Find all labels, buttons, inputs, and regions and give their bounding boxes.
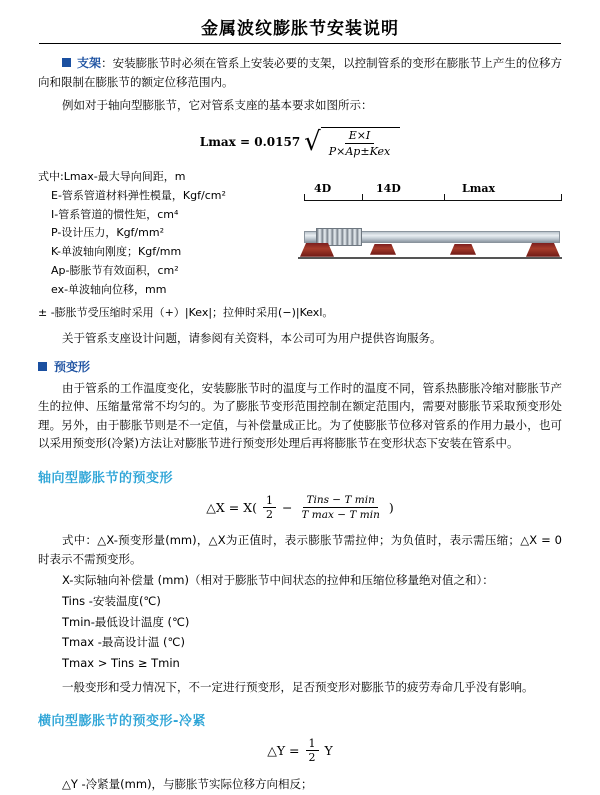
formula-axial-rparen: ) xyxy=(388,500,394,516)
section-axial-item-4: Tmax -最高设计温 (℃) xyxy=(62,635,185,650)
dimension-tick-icon xyxy=(362,194,363,200)
section-axial-explain: 式中：△X-预变形量(mm)，△X为正值时，表示膨胀节需拉伸；为负值时，表示需压缩；△X = 0时表示不需预变形。 xyxy=(38,533,562,566)
formula-axial-half-num: 1 xyxy=(263,494,276,508)
formula-axial-predeform xyxy=(38,494,562,521)
figure-label-lmax: Lmax xyxy=(462,181,496,195)
formula-lmax-denominator: P×Ap±Kex xyxy=(328,144,391,158)
section-lateral-explain: △Y -冷紧量(mm)，与膨胀节实际位移方向相反； xyxy=(62,777,313,792)
dimension-tick-icon xyxy=(304,194,305,200)
legend-line-8: ± -膨胀节受压缩时采用（+）|Kex|；拉伸时采用(−)|Kexl。 xyxy=(38,306,334,320)
formula-lateral-coldpull xyxy=(38,737,562,764)
figure-dimension-labels xyxy=(304,182,562,198)
formula-lmax-lhs: Lmax = 0.0157 xyxy=(199,135,301,150)
formula-axial-lhs: △X = X( xyxy=(206,500,257,516)
section-support-paragraph-2: 例如对于轴向型膨胀节，它对管系支座的基本要求如图所示： xyxy=(62,98,373,113)
formula-axial-half-den: 2 xyxy=(265,508,273,522)
document-content xyxy=(0,54,600,795)
subheading-lateral-predeform: 横向型膨胀节的预变形-冷紧 xyxy=(38,714,206,730)
formula-lateral-half xyxy=(306,737,319,764)
formula-lateral-lhs: △Y = xyxy=(267,743,300,759)
pipe-support-icon xyxy=(370,244,396,255)
legend-line-3: I-管系管道的惯性矩，cm⁴ xyxy=(51,207,179,221)
legend-line-5: K-单波轴向刚度；Kgf/mm xyxy=(51,245,182,259)
ground-line xyxy=(298,257,562,259)
subheading-axial-predeform: 轴向型膨胀节的预变形 xyxy=(38,471,174,487)
document-page xyxy=(0,14,600,792)
formula-lateral-half-num: 1 xyxy=(306,737,319,751)
section-predeform-heading xyxy=(38,358,562,375)
legend-line-7: ex-单波轴向位移，mm xyxy=(51,283,167,297)
section-predeform-paragraph: 由于管系的工作温度变化，安装膨胀节时的温度与工作时的温度不同，管系热膨胀冷缩对膨胀节产生的拉伸、压缩量常常不均匀的。为了膨胀节变形范围控制在额定范围内，需要对膨胀节采取预变形处理。另外，由于膨胀节则是不一定值，与补偿量成正比。为了使膨胀节位移对管系的作用力最小，也可以采用预变形(冷紧)方法让对膨胀节进行预变形处理后再将膨胀节在变形状态下安装在管系中。 xyxy=(38,380,562,451)
formula-lateral-half-den: 2 xyxy=(308,751,316,765)
pipe-assembly-illustration xyxy=(298,215,562,271)
legend-line-2: E-管系管道材料弹性模量，Kgf/cm² xyxy=(51,188,226,202)
title-divider xyxy=(39,43,561,44)
formula-axial-temp-fraction xyxy=(298,494,382,521)
dimension-tick-icon xyxy=(444,194,445,200)
formula-axial-frac-num: Tins − T min xyxy=(303,494,377,508)
figure-dimension-line xyxy=(304,200,562,201)
section-axial-item-2: Tins -安装温度(℃) xyxy=(62,594,161,608)
pipe-support-icon xyxy=(526,243,560,257)
formula-axial-frac-den: T max − T min xyxy=(301,509,380,522)
section-predeform-label: 预变形 xyxy=(54,359,91,374)
section-axial-item-3: Tmin-最低设计温度 (℃) xyxy=(62,614,190,629)
legend-line-6: Ap-膨胀节有效面积，cm² xyxy=(51,264,179,278)
legend-line-1: 式中:Lmax-最大导向间距，m xyxy=(38,169,186,183)
section-axial-item-5: Tmax > Tins ≥ Tmin xyxy=(62,656,180,671)
formula-lateral-rhs: Y xyxy=(324,743,333,759)
section-support-text-1: 安装膨胀节时必须在管系上安装必要的支架，以控制管系的变形在膨胀节上产生的位移方向和限制在膨胀节的额定位移范围内。 xyxy=(38,56,562,90)
blue-square-bullet-icon xyxy=(62,58,71,67)
legend-line-4: P-设计压力，Kgf/mm² xyxy=(51,226,164,240)
formula-lmax-sqrt xyxy=(304,127,400,158)
page-title: 金属波纹膨胀节安装说明 xyxy=(201,19,399,39)
formula-lmax xyxy=(38,127,562,158)
formula-lmax-numerator: E×I xyxy=(345,129,375,144)
section-axial-note: 一般变形和受力情况下，不一定进行预变形，足否预变形对膨胀节的疲劳寿命几乎没有影响。 xyxy=(62,679,534,694)
legend-figure-row xyxy=(38,168,562,323)
blue-square-bullet-icon xyxy=(38,362,47,371)
consult-note: 关于管系支座设计问题，请参阅有关资料，本公司可为用户提供咨询服务。 xyxy=(62,330,442,345)
section-axial-item-1: X-实际轴向补偿量 (mm)（相对于膨胀节中间状态的拉伸和压缩位移量绝对值之和）： xyxy=(62,573,494,588)
section-support-paragraph-1: 支架：安装膨胀节时必须在管系上安装必要的支架，以控制管系的变形在膨胀节上产生的位移方向和限制在膨胀节的额定位移范围内。 xyxy=(38,56,562,90)
sqrt-icon: √ xyxy=(304,127,321,158)
pipe-support-icon xyxy=(450,244,476,255)
figure-label-4d: 4D xyxy=(314,181,332,195)
figure-label-14d: 14D xyxy=(376,181,401,195)
formula-axial-half xyxy=(263,494,276,521)
formula-axial-minus: − xyxy=(281,500,293,516)
dimension-tick-icon xyxy=(561,194,562,200)
section-support-label: 支架 xyxy=(77,56,102,70)
expansion-joint-diagram xyxy=(298,168,562,271)
